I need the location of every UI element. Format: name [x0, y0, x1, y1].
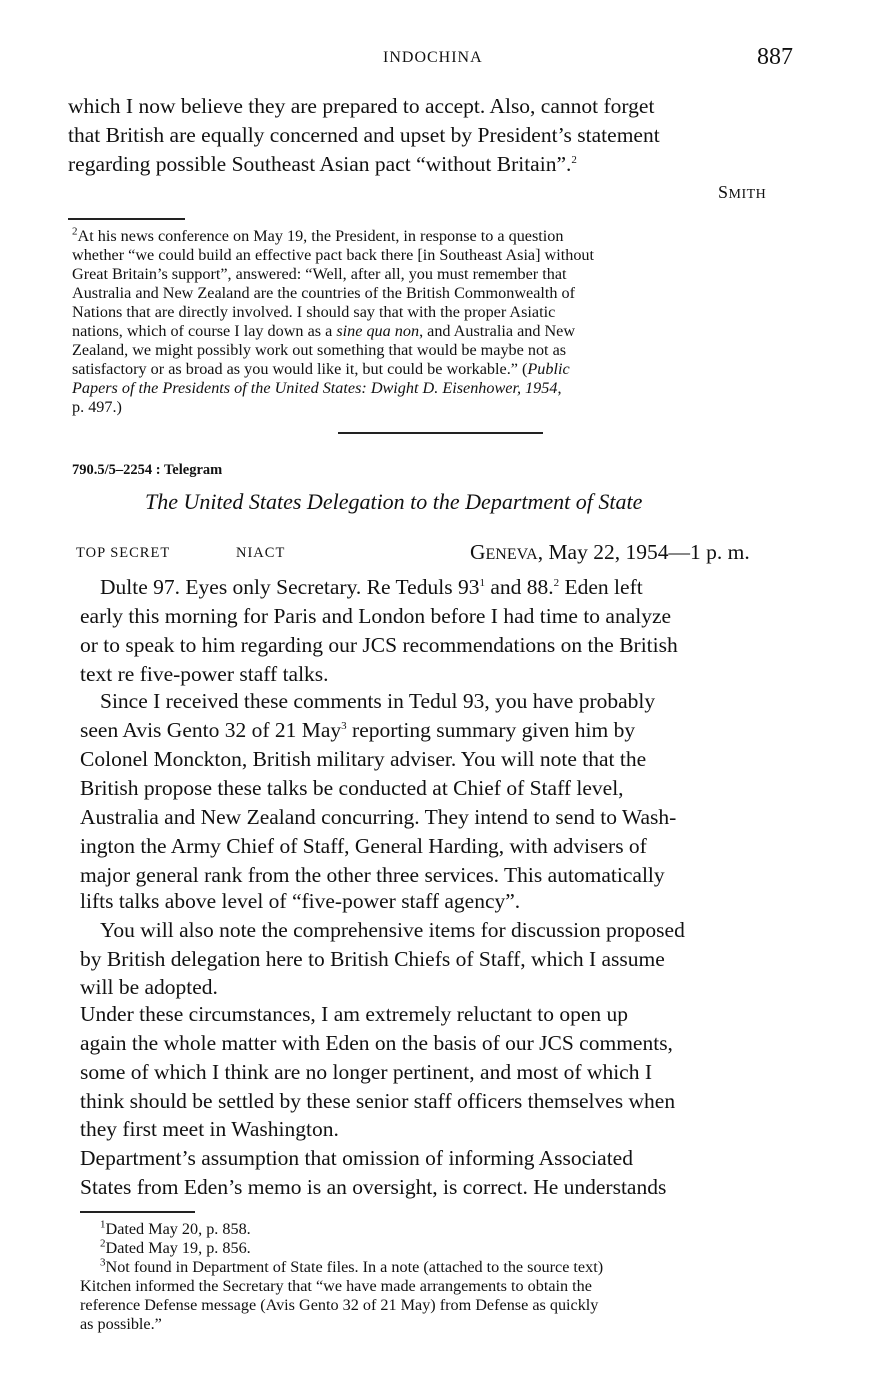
text-line: regarding possible Southeast Asian pact “without Britain”.$^2$ [68, 152, 577, 176]
footnote-divider [68, 218, 185, 220]
text-line: Under these circumstances, I am extremely reluctant to open up [80, 1002, 629, 1026]
text-line: or to speak to him regarding our JCS recommendations on the British [80, 633, 678, 657]
footnote-line: reference Defense message (Avis Gento 32 of 21 May) from Defense as quickly [80, 1296, 599, 1314]
footnote-line: nations, which of course I lay down as a sine qua non, and Australia and New [72, 322, 576, 340]
signature: SMITH [718, 182, 767, 202]
footnote-reference: 2 [571, 153, 577, 166]
text-line: Australia and New Zealand concurring. They intend to send to Wash- [80, 805, 677, 829]
document-heading: The United States Delegation to the Department of State [145, 489, 643, 514]
footnote-marker: 2 [100, 1237, 106, 1250]
text-line: again the whole matter with Eden on the basis of our JCS comments, [80, 1031, 673, 1055]
text-line: think should be settled by these senior staff officers themselves when [80, 1089, 676, 1113]
text-line: major general rank from the other three services. This automatically [80, 863, 665, 887]
footnote-reference: 1 [479, 576, 485, 589]
running-title: INDOCHINA [383, 49, 483, 66]
footnote-line: whether “we could build an effective pact back there [in Southeast Asia] without [72, 246, 595, 264]
footnote-line: Zealand, we might possibly work out something that would be maybe not as [72, 341, 567, 359]
footnote-marker: 2 [72, 225, 78, 238]
footnote-reference: 2 [553, 576, 560, 589]
text-line: Dulte 97. Eyes only Secretary. Re Teduls $93^1$ and 88.$^2$ Eden left [100, 575, 643, 599]
dateline: GENEVA, May 22, 1954—1 p. m. [470, 540, 750, 564]
text-line: will be adopted. [80, 975, 218, 999]
footnote-line: Papers of the Presidents of the United States: Dwight D. Eisenhower, 1954, [72, 379, 562, 397]
text-line: ington the Army Chief of Staff, General Harding, with advisers of [80, 834, 647, 858]
section-divider [338, 432, 543, 434]
text-line: seen Avis Gento 32 of 21 May$^3$ reporting summary given him by [80, 718, 636, 742]
running-head [0, 44, 880, 74]
footnote-line: p. 497.) [72, 398, 122, 416]
footnote-marker: 1 [100, 1218, 106, 1231]
text-line: by British delegation here to British Chiefs of Staff, which I assume [80, 947, 665, 971]
footnote-2: $^2$Dated May 19, p. 856. [100, 1237, 251, 1257]
text-line: lifts talks above level of “five-power staff agency”. [80, 889, 521, 913]
text-line: that British are equally concerned and upset by President’s statement [68, 123, 660, 147]
file-number: 790.5/5–2254 : Telegram [72, 462, 223, 478]
page-number: 887 [757, 44, 793, 70]
text-line: text re five-power staff talks. [80, 662, 329, 686]
precedence: NIACT [236, 545, 286, 561]
footnote-line: Australia and New Zealand are the countries of the British Commonwealth of [72, 284, 576, 302]
text-line: they first meet in Washington. [80, 1117, 339, 1141]
text-line: You will also note the comprehensive items for discussion proposed [100, 918, 685, 942]
telegram-body [80, 573, 810, 1213]
footnote-line: $^2$At his news conference on May 19, the President, in response to a question [72, 225, 564, 245]
footnote-line: Kitchen informed the Secretary that “we have made arrangements to obtain the [80, 1277, 592, 1295]
footnote-marker: 3 [100, 1256, 106, 1269]
footnote-line: satisfactory or as broad as you would like it, but could be workable.” (Public [72, 360, 570, 378]
text-line: Since I received these comments in Tedul 93, you have probably [100, 689, 656, 713]
text-line: some of which I think are no longer pertinent, and most of which I [80, 1060, 652, 1084]
footnote-line: Great Britain’s support”, answered: “Well, after all, you must remember that [72, 265, 567, 283]
footnote-1: $^1$Dated May 20, p. 858. [100, 1218, 251, 1238]
footnote-line: $^3$Not found in Department of State files. In a note (attached to the source text) [100, 1256, 604, 1276]
text-line: Colonel Monckton, British military adviser. You will note that the [80, 747, 647, 771]
footnote-divider [80, 1211, 195, 1213]
text-line: Department’s assumption that omission of informing Associated [80, 1146, 633, 1170]
text-line: early this morning for Paris and London before I had time to analyze [80, 604, 672, 628]
footnote-line: Nations that are directly involved. I should say that with the proper Asiatic [72, 303, 556, 321]
footnote-reference: 3 [341, 719, 347, 732]
text-line: which I now believe they are prepared to accept. Also, cannot forget [68, 94, 655, 118]
classification: TOP SECRET [76, 545, 171, 561]
text-line: British propose these talks be conducted at Chief of Staff level, [80, 776, 624, 800]
footnote-line: as possible.” [80, 1315, 162, 1333]
text-line: States from Eden’s memo is an oversight, is correct. He understands [80, 1175, 667, 1199]
